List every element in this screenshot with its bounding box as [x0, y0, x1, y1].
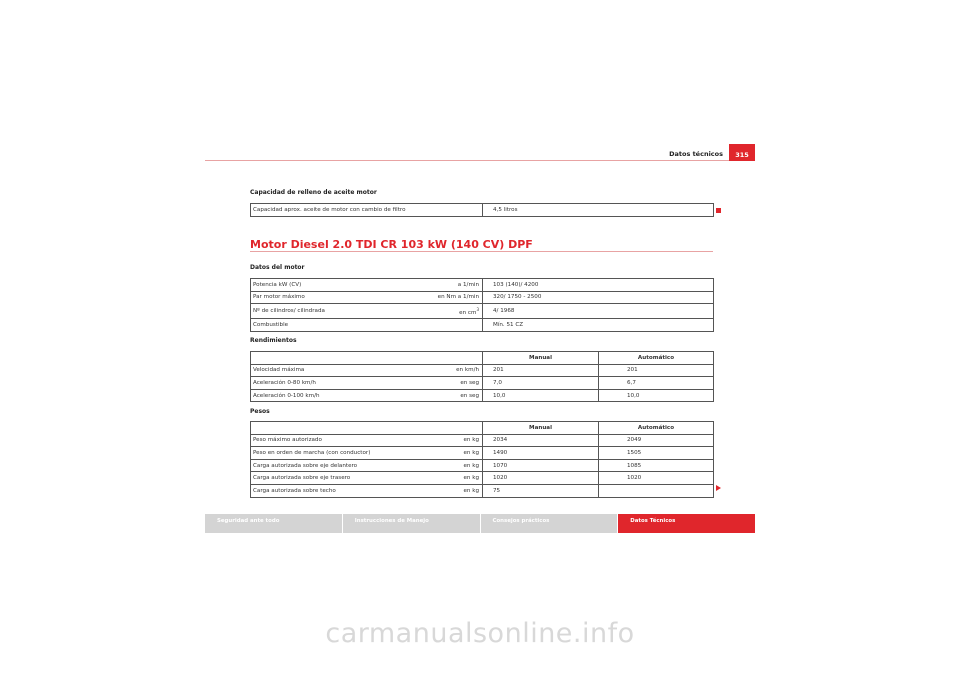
col-auto: Automático: [599, 352, 714, 365]
weight-auto: 1505: [599, 447, 714, 460]
weights-table: [250, 421, 714, 498]
footer-tab-datos-tecnicos[interactable]: Datos Técnicos: [618, 514, 755, 533]
engine-heading: Datos del motor: [250, 264, 305, 271]
weight-label: Carga autorizada sobre eje trasero: [251, 472, 413, 485]
footer-tab-consejos[interactable]: Consejos prácticos: [481, 514, 618, 533]
engine-value: 4/ 1968: [483, 304, 714, 319]
weight-manual: 2034: [483, 434, 599, 447]
oil-value: 4,5 litros: [483, 204, 714, 217]
engine-unit: en cm: [459, 309, 477, 316]
perf-label: Aceleración 0-100 km/h: [251, 389, 413, 402]
oil-heading: Capacidad de relleno de aceite motor: [250, 189, 377, 196]
weight-auto: 2049: [599, 434, 714, 447]
page-number: 315: [729, 144, 755, 161]
performance-heading: Rendimientos: [250, 337, 297, 344]
table-header-row: [251, 352, 714, 365]
table-row: [251, 459, 714, 472]
col-manual: Manual: [483, 352, 599, 365]
weight-auto: 1020: [599, 472, 714, 485]
weight-label: Carga autorizada sobre techo: [251, 484, 413, 497]
perf-auto: 10,0: [599, 389, 714, 402]
engine-unit-cell: [413, 304, 483, 319]
oil-label: Capacidad aprox. aceite de motor con cambio de filtro: [251, 204, 483, 217]
header-empty: [251, 422, 413, 435]
header-empty: [413, 352, 483, 365]
engine-value: 103 (140)/ 4200: [483, 279, 714, 292]
perf-manual: 7,0: [483, 377, 599, 390]
engine-value: Mín. 51 CZ: [483, 319, 714, 332]
perf-auto: 6,7: [599, 377, 714, 390]
col-manual: Manual: [483, 422, 599, 435]
perf-auto: 201: [599, 364, 714, 377]
engine-label: Combustible: [251, 319, 413, 332]
col-auto: Automático: [599, 422, 714, 435]
weight-manual: 1490: [483, 447, 599, 460]
unit-superscript: 3: [476, 306, 479, 312]
weight-unit: en kg: [413, 472, 483, 485]
perf-manual: 10,0: [483, 389, 599, 402]
weight-manual: 75: [483, 484, 599, 497]
perf-unit: en seg: [413, 389, 483, 402]
engine-label: Nº de cilindros/ cilindrada: [251, 304, 413, 319]
engine-label: Par motor máximo: [251, 291, 413, 304]
section-divider: [250, 251, 713, 252]
red-square-icon: [716, 208, 721, 213]
engine-table: [250, 278, 714, 332]
footer-tab-seguridad[interactable]: Seguridad ante todo: [205, 514, 342, 533]
table-row: [251, 434, 714, 447]
table-header-row: [251, 422, 714, 435]
table-row: [251, 389, 714, 402]
watermark: carmanualsonline.info: [325, 618, 635, 649]
table-row: [251, 377, 714, 390]
table-row: [251, 291, 714, 304]
table-row: [251, 319, 714, 332]
table-row: [251, 304, 714, 319]
weight-unit: en kg: [413, 484, 483, 497]
weight-manual: 1070: [483, 459, 599, 472]
engine-label: Potencia kW (CV): [251, 279, 413, 292]
table-row: [251, 484, 714, 497]
weights-heading: Pesos: [250, 408, 270, 415]
weight-unit: en kg: [413, 447, 483, 460]
table-row: [251, 364, 714, 377]
table-row: [251, 279, 714, 292]
table-row: [251, 204, 714, 217]
performance-table: [250, 351, 714, 402]
weight-auto: [599, 484, 714, 497]
weight-unit: en kg: [413, 434, 483, 447]
engine-unit: en Nm a 1/min: [413, 291, 483, 304]
weight-auto: 1085: [599, 459, 714, 472]
perf-label: Aceleración 0-80 km/h: [251, 377, 413, 390]
perf-label: Velocidad máxima: [251, 364, 413, 377]
page-header: [205, 144, 755, 161]
weight-unit: en kg: [413, 459, 483, 472]
footer-nav: [205, 514, 755, 533]
section-title: Motor Diesel 2.0 TDI CR 103 kW (140 CV) DPF: [250, 238, 533, 251]
table-row: [251, 472, 714, 485]
engine-unit: a 1/min: [413, 279, 483, 292]
perf-unit: en seg: [413, 377, 483, 390]
engine-unit: [413, 319, 483, 332]
header-empty: [413, 422, 483, 435]
table-row: [251, 447, 714, 460]
weight-manual: 1020: [483, 472, 599, 485]
weight-label: Peso en orden de marcha (con conductor): [251, 447, 413, 460]
engine-value: 320/ 1750 - 2500: [483, 291, 714, 304]
red-arrow-icon[interactable]: [716, 485, 721, 491]
weight-label: Carga autorizada sobre eje delantero: [251, 459, 413, 472]
perf-unit: en km/h: [413, 364, 483, 377]
footer-tab-instrucciones[interactable]: Instrucciones de Manejo: [343, 514, 480, 533]
header-title: Datos técnicos: [669, 150, 723, 158]
weight-label: Peso máximo autorizado: [251, 434, 413, 447]
header-empty: [251, 352, 413, 365]
perf-manual: 201: [483, 364, 599, 377]
oil-table: [250, 203, 714, 217]
